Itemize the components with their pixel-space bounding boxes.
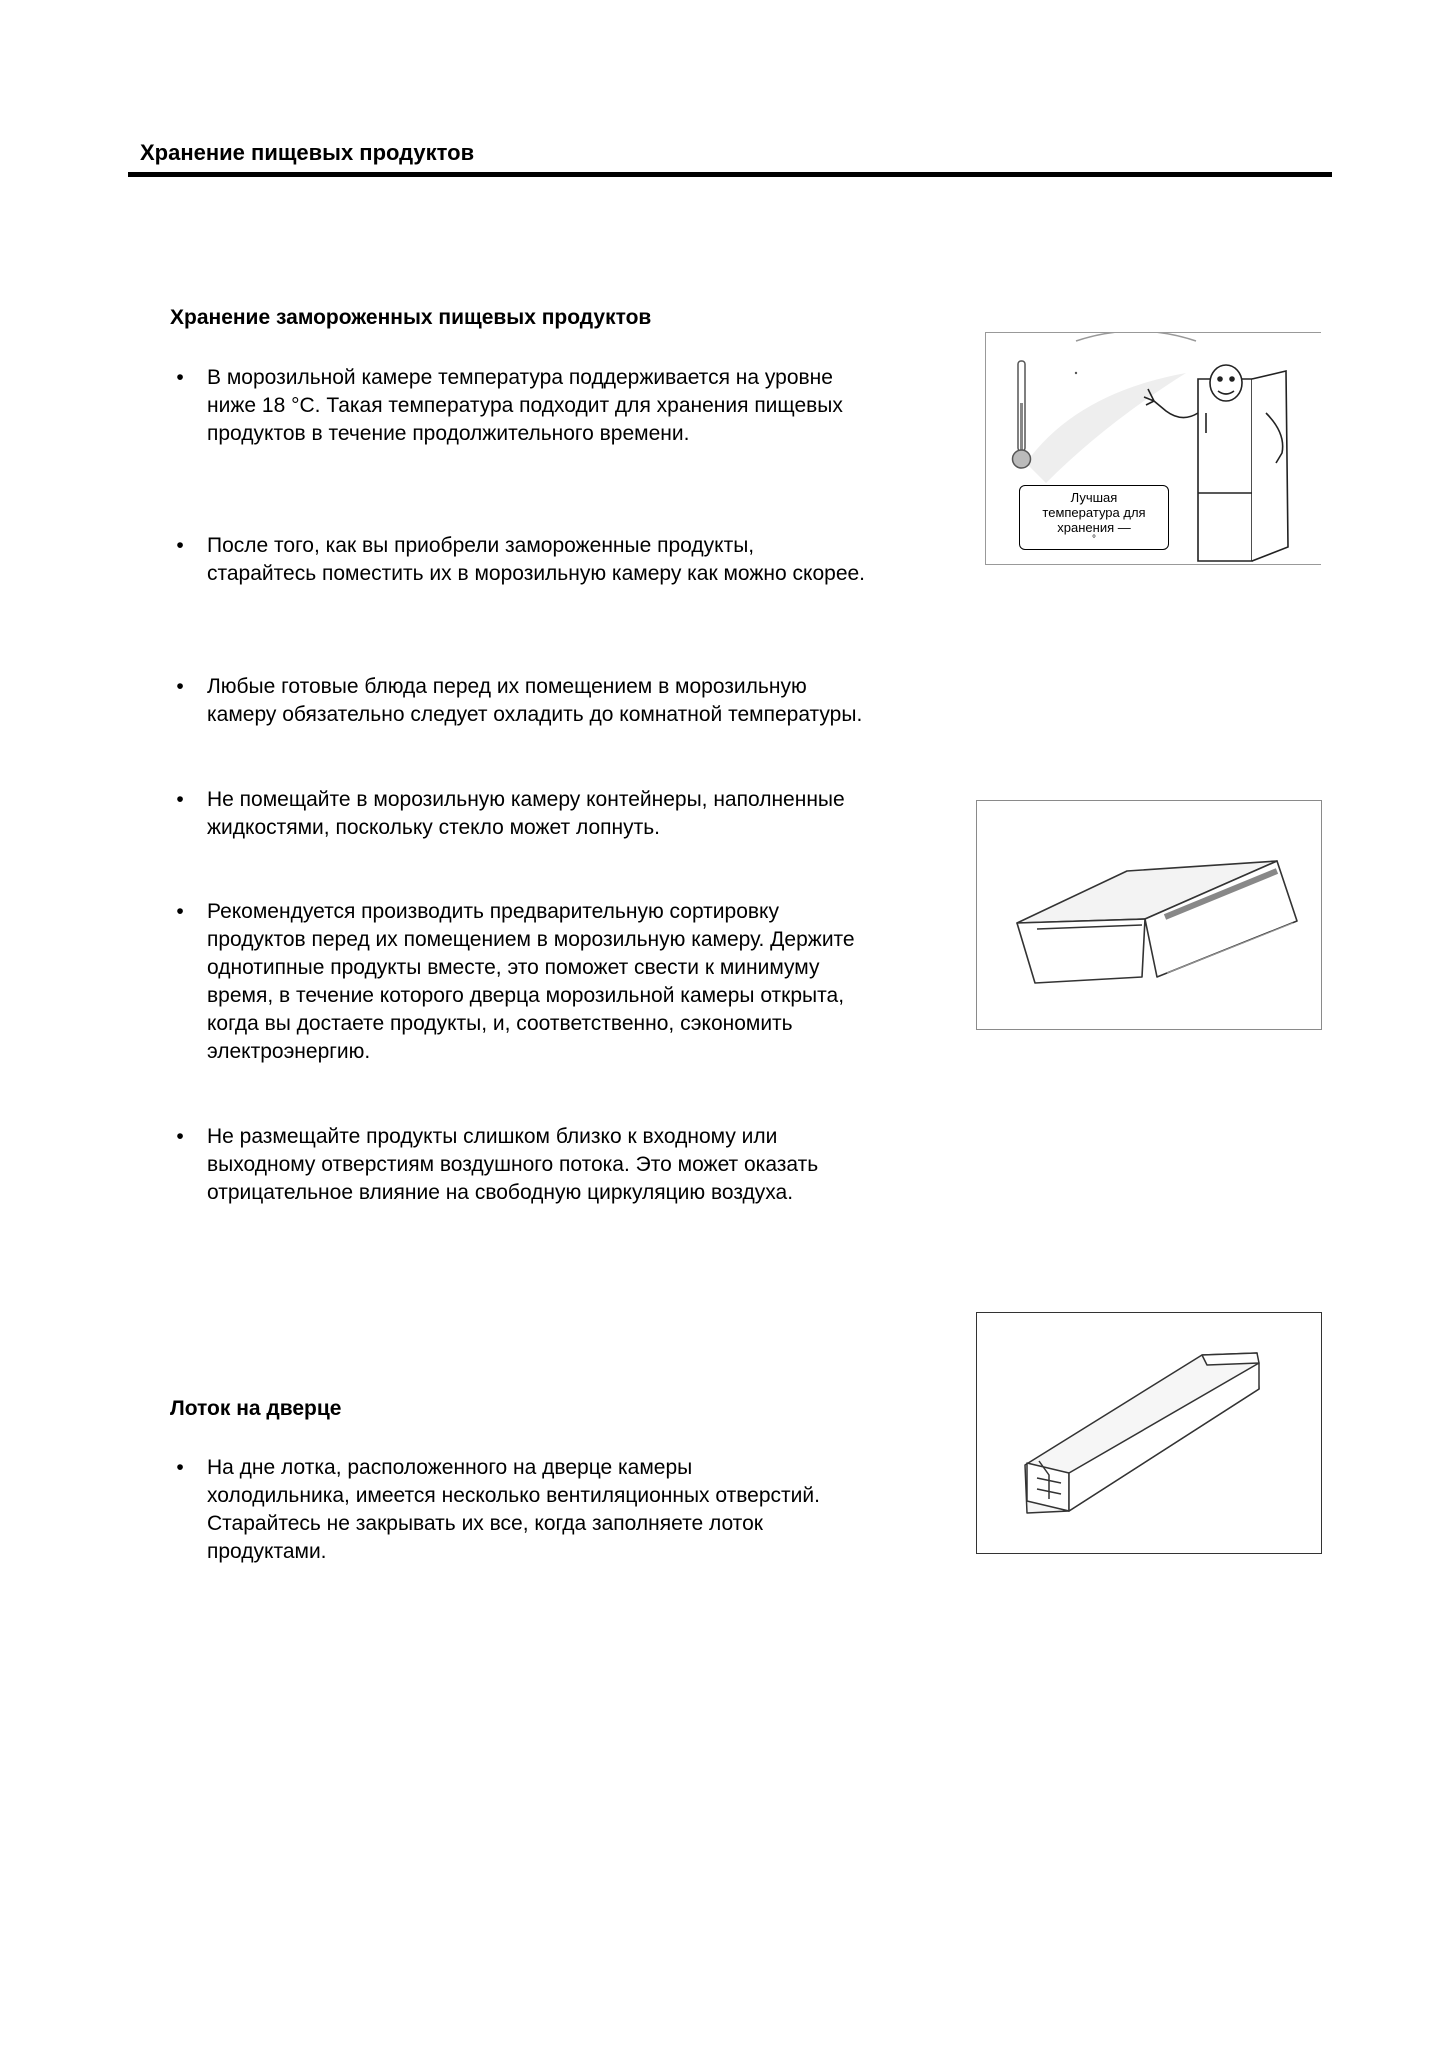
door-tray-list <box>170 1454 830 1566</box>
list-item <box>170 532 867 588</box>
freezer-drawer-figure <box>976 800 1322 1030</box>
label-line-4: ° <box>1092 534 1096 545</box>
list-item <box>170 673 867 729</box>
list-item <box>170 1454 830 1566</box>
bullet-dot: • <box>176 1125 184 1148</box>
frozen-section-title: Хранение замороженных пищевых продуктов <box>170 306 652 329</box>
list-item <box>170 786 867 842</box>
thermometer-icon <box>1013 361 1031 468</box>
door-tray-section-title: Лоток на дверце <box>170 1397 342 1420</box>
label-line-3: хранения — <box>1057 520 1131 535</box>
page-header-title: Хранение пищевых продуктов <box>140 140 475 165</box>
freezer-drawer-icon <box>977 801 1321 1029</box>
door-tray-icon <box>977 1313 1321 1553</box>
list-item <box>170 898 867 1066</box>
list-item <box>170 364 867 448</box>
frozen-item-4: Не помещайте в морозильную камеру контейнеры, наполненные жидкостями, поскольку стекло может лопнуть. <box>207 788 845 839</box>
label-line-2: температура для <box>1042 505 1146 520</box>
frozen-item-6: Не размещайте продукты слишком близко к входному или выходному отверстиям воздушного потока. Это может оказать отрицательное влияние на свободную циркуляцию воздуха. <box>207 1125 819 1204</box>
frozen-item-2: После того, как вы приобрели замороженные продукты, старайтесь поместить их в морозильную камеру как можно скорее. <box>207 534 866 585</box>
best-temperature-label <box>1019 485 1169 550</box>
bullet-dot: • <box>176 675 184 698</box>
bullet-dot: • <box>176 534 184 557</box>
bullet-dot: • <box>176 366 184 389</box>
bullet-dot: • <box>176 900 184 923</box>
frozen-item-1: В морозильной камере температура поддерживается на уровне ниже 18 °С. Такая температура подходит для хранения пищевых продуктов в течение продолжительного времени. <box>207 366 843 445</box>
door-tray-figure <box>976 1312 1322 1554</box>
frozen-item-5: Рекомендуется производить предварительную сортировку продуктов перед их помещением в морозильную камеру. Держите однотипные продукты вместе, это поможет свести к минимуму время, в течение которого дверца морозильной камеры открыта, когда вы достаете продукты, и, соответственно, сэкономить электроэнергию. <box>207 900 855 1063</box>
door-tray-item-1: На дне лотка, расположенного на дверце камеры холодильника, имеется несколько вентиляционных отверстий. Старайтесь не закрывать их все, когда заполняете лоток продуктами. <box>207 1456 820 1563</box>
label-line-1: Лучшая <box>1070 490 1118 505</box>
bullet-dot: • <box>176 788 184 811</box>
fridge-temperature-figure <box>985 332 1321 565</box>
bullet-dot: • <box>176 1456 184 1479</box>
list-item <box>170 1123 867 1207</box>
frozen-item-3: Любые готовые блюда перед их помещением в морозильную камеру обязательно следует охладить до комнатной температуры. <box>207 675 863 726</box>
header-rule <box>128 172 1332 177</box>
